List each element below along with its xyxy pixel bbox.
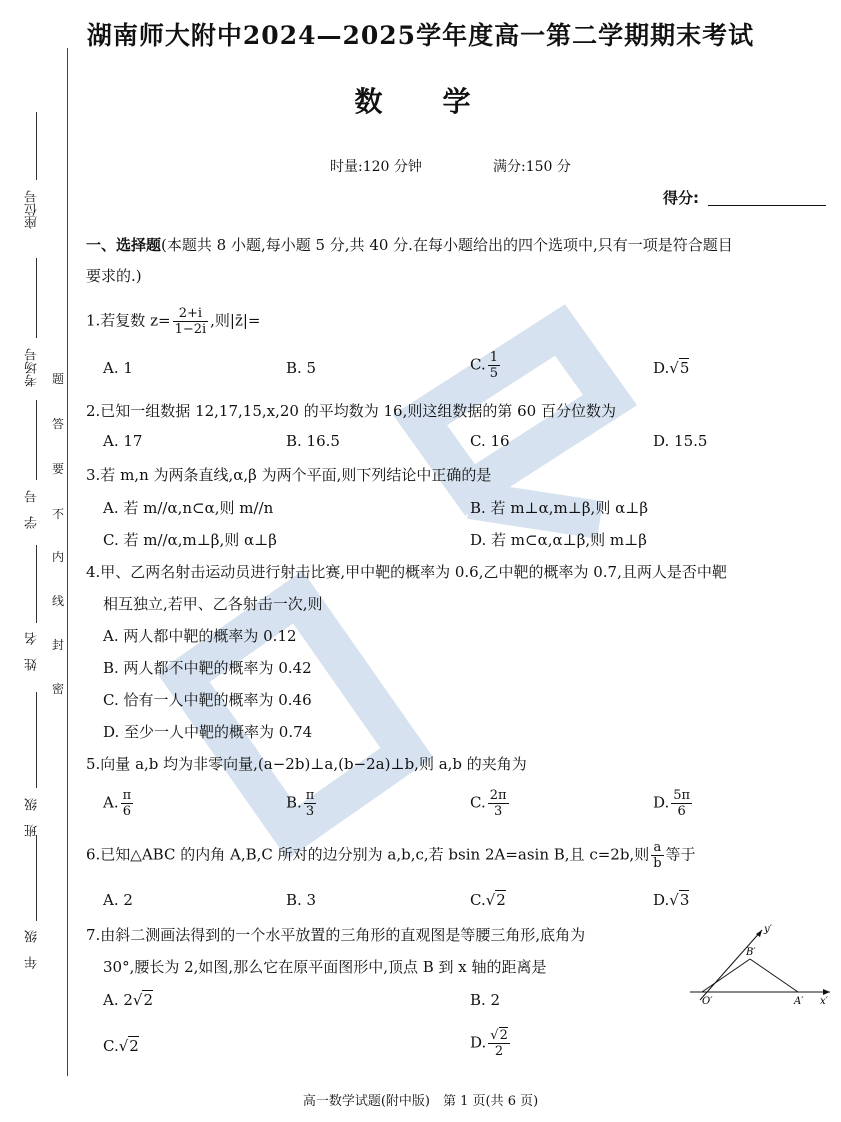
class-blank — [36, 692, 37, 788]
binding-rule — [67, 48, 68, 1076]
time-limit: 时量:120 分钟 — [330, 159, 422, 175]
q7-option-d: D. $\frac{√2}{2}$ — [470, 1028, 508, 1059]
question-6: 6.已知△ABC 的内角 A,B,C 所对的边分别为 a,b,c,若 bsin 2A=asin B,且 c=2b,则 $\frac{a}{b}$ 等于 — [86, 840, 696, 871]
q6-option-a: A. 2 — [103, 891, 133, 909]
q3-option-c: C. 若 m//α,m⊥β,则 α⊥β — [103, 531, 277, 549]
q6-option-c: C.√2 — [470, 891, 506, 909]
q5-option-c: C. $\frac{2\pi}{3}$ — [470, 788, 507, 819]
fraction: $\frac{2+i}{1-2i}$ — [174, 306, 207, 337]
seal-char: 不 — [52, 507, 65, 521]
q3-option-a: A. 若 m//α,n⊂α,则 m//n — [103, 499, 274, 517]
seat-label: 座位号 — [25, 190, 40, 229]
q5-option-a: A. $\frac{\pi}{6}$ — [103, 788, 132, 819]
fig-label-o: O′ — [702, 996, 713, 1007]
question-1: 1.若复数 z= $\frac{2+i}{1-2i}$ ,则|z̄|= — [86, 306, 261, 337]
class-label: 班 级 — [25, 798, 40, 837]
q1-option-a: A. 1 — [103, 359, 133, 377]
question-3: 3.若 m,n 为两条直线,α,β 为两个平面,则下列结论中正确的是 — [86, 466, 492, 484]
q2-option-b: B. 16.5 — [286, 432, 340, 450]
exam-room-blank — [36, 258, 37, 338]
fraction: $\frac{a}{b}$ — [653, 840, 662, 871]
q6-option-b: B. 3 — [286, 891, 317, 909]
q7-option-c: C.√2 — [103, 1037, 139, 1055]
q2-option-c: C. 16 — [470, 432, 510, 450]
q4-option-c: C. 恰有一人中靶的概率为 0.46 — [103, 691, 312, 709]
fig-label-b: B′ — [746, 947, 756, 958]
grade-label: 年 级 — [25, 930, 40, 969]
q6-option-d: D.√3 — [653, 891, 690, 909]
q7-option-b: B. 2 — [470, 991, 501, 1009]
subject-title: 数 学 — [354, 85, 487, 118]
seal-char: 封 — [52, 638, 65, 652]
name-label: 姓 名 — [25, 632, 40, 671]
page-footer: 高一数学试题(附中版) 第 1 页(共 6 页) — [302, 1094, 539, 1109]
seal-char: 线 — [52, 594, 65, 608]
q2-option-d: D. 15.5 — [653, 432, 708, 450]
q7-option-a: A. 2√2 — [103, 991, 154, 1009]
name-blank — [36, 545, 37, 623]
q1-option-c: C. $\frac{1}{5}$ — [470, 350, 498, 381]
q2-option-a: A. 17 — [103, 432, 143, 450]
q5-option-d: D. $\frac{5\pi}{6}$ — [653, 788, 691, 819]
question-7-cont: 30°,腰长为 2,如图,那么它在原平面图形中,顶点 B 到 x 轴的距离是 — [103, 958, 547, 976]
score-blank — [708, 205, 826, 206]
q3-option-d: D. 若 m⊂α,α⊥β,则 m⊥β — [470, 531, 647, 549]
fig-label-y: y′ — [764, 924, 772, 935]
student-no-label: 学 号 — [25, 490, 40, 529]
seal-char: 答 — [52, 417, 65, 431]
question-4-cont: 相互独立,若甲、乙各射击一次,则 — [103, 595, 323, 613]
q5-option-b: B. $\frac{\pi}{3}$ — [286, 788, 315, 819]
q3-option-b: B. 若 m⊥α,m⊥β,则 α⊥β — [470, 499, 649, 517]
question-5: 5.向量 a,b 均为非零向量,(a−2b)⊥a,(b−2a)⊥b,则 a,b 的夹角为 — [86, 755, 527, 773]
q1-option-d: D.√5 — [653, 359, 690, 377]
fig-label-x: x′ — [820, 996, 828, 1007]
q4-option-b: B. 两人都不中靶的概率为 0.42 — [103, 659, 312, 677]
seal-char: 内 — [52, 550, 65, 564]
q4-option-a: A. 两人都中靶的概率为 0.12 — [103, 627, 297, 645]
grade-blank — [36, 835, 37, 921]
exam-title: 湖南师大附中2024—2025学年度高一第二学期期末考试 — [86, 21, 755, 50]
section-heading: 一、选择题(本题共 8 小题,每小题 5 分,共 40 分.在每小题给出的四个选项中,只有一项是符合题目 — [86, 236, 733, 254]
oblique-triangle-figure — [690, 922, 835, 1007]
question-4: 4.甲、乙两名射击运动员进行射击比赛,甲中靶的概率为 0.6,乙中靶的概率为 0.7,且两人是否中靶 — [86, 563, 727, 581]
full-score: 满分:150 分 — [493, 159, 571, 175]
q1-option-b: B. 5 — [286, 359, 317, 377]
section-desc: 要求的.) — [86, 267, 142, 285]
question-2: 2.已知一组数据 12,17,15,x,20 的平均数为 16,则这组数据的第 60 百分位数为 — [86, 402, 616, 420]
seal-char: 要 — [52, 462, 65, 476]
seal-char: 密 — [52, 682, 65, 696]
seal-char: 题 — [52, 372, 65, 386]
score-label: 得分: — [663, 189, 699, 207]
student-no-blank — [36, 400, 37, 480]
seat-blank — [36, 112, 37, 180]
exam-room-label: 考场号 — [25, 348, 40, 387]
q4-option-d: D. 至少一人中靶的概率为 0.74 — [103, 723, 313, 741]
fig-label-a: A′ — [794, 996, 804, 1007]
question-7: 7.由斜二测画法得到的一个水平放置的三角形的直观图是等腰三角形,底角为 — [86, 926, 586, 944]
